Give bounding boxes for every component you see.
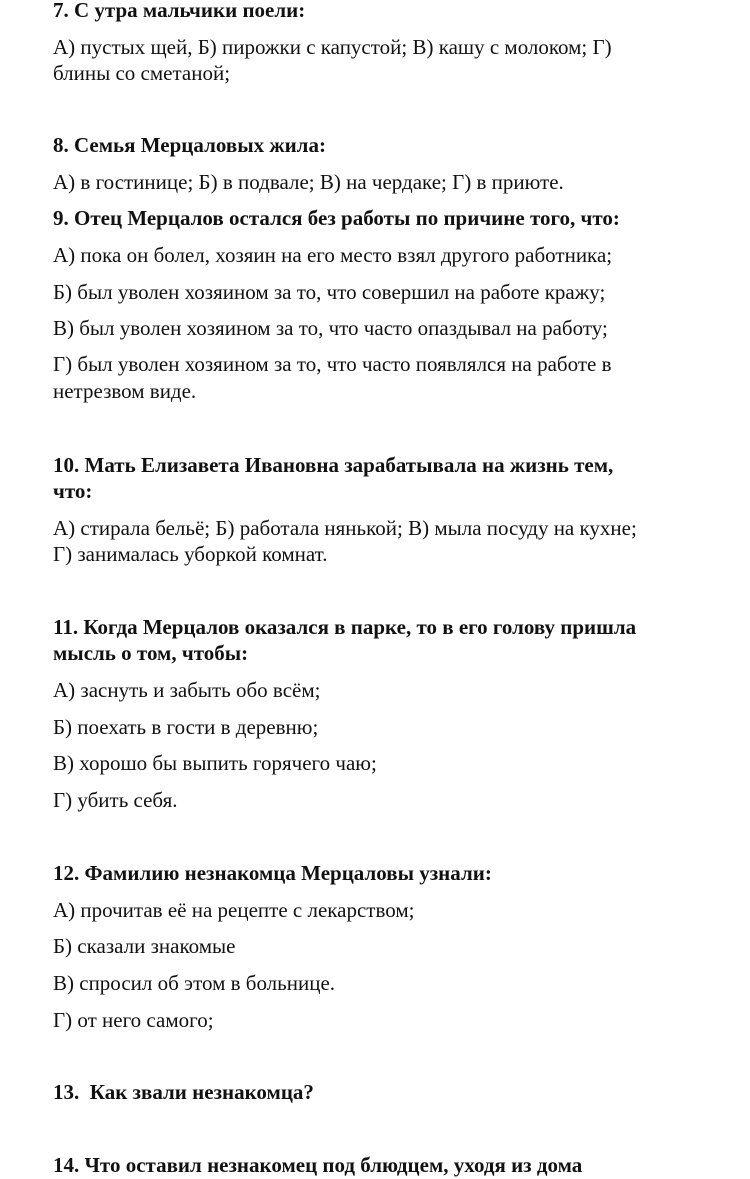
answer-option: А) пока он болел, хозяин на его место взял другого работника;	[53, 243, 613, 267]
question-title: 9. Отец Мерцалов остался без работы по причине того, что:	[53, 206, 620, 230]
answer-option: В) спросил об этом в больнице.	[53, 971, 336, 995]
question-title: 13. Как звали незнакомца?	[53, 1080, 314, 1104]
question-title: мысль о том, чтобы:	[53, 641, 249, 665]
answer-option: В) хорошо бы выпить горячего чаю;	[53, 751, 377, 775]
question-title: 8. Семья Мерцаловых жила:	[53, 133, 326, 157]
answer-option: Г) убить себя.	[53, 788, 178, 812]
answer-option: А) заснуть и забыть обо всём;	[53, 678, 321, 702]
answer-option: Б) был уволен хозяином за то, что совершил на работе кражу;	[53, 280, 606, 304]
answer-option: В) был уволен хозяином за то, что часто опаздывал на работу;	[53, 316, 608, 340]
answer-option: Б) сказали знакомые	[53, 934, 236, 958]
question-title: 11. Когда Мерцалов оказался в парке, то в его голову пришла	[53, 615, 637, 639]
answer-option: Г) занималась уборкой комнат.	[53, 542, 328, 566]
answer-option: Г) от него самого;	[53, 1008, 214, 1032]
answer-option: блины со сметаной;	[53, 61, 231, 85]
question-title: что:	[53, 479, 93, 503]
answer-option: А) стирала бельё; Б) работала нянькой; В) мыла посуду на кухне;	[53, 516, 637, 540]
answer-option: А) пустых щей, Б) пирожки с капустой; В) кашу с молоком; Г)	[53, 35, 612, 59]
answer-option: А) прочитав её на рецепте с лекарством;	[53, 898, 415, 922]
question-title: 10. Мать Елизавета Ивановна зарабатывала на жизнь тем,	[53, 453, 614, 477]
answer-option: нетрезвом виде.	[53, 379, 197, 403]
answer-option: Б) поехать в гости в деревню;	[53, 715, 319, 739]
question-title: 7. С утра мальчики поели:	[53, 0, 306, 22]
question-title: 12. Фамилию незнакомца Мерцаловы узнали:	[53, 861, 492, 885]
question-title: 14. Что оставил незнакомец под блюдцем, уходя из дома	[53, 1153, 583, 1177]
answer-option: Г) был уволен хозяином за то, что часто появлялся на работе в	[53, 352, 612, 376]
answer-option: А) в гостинице; Б) в подвале; В) на чердаке; Г) в приюте.	[53, 170, 564, 194]
